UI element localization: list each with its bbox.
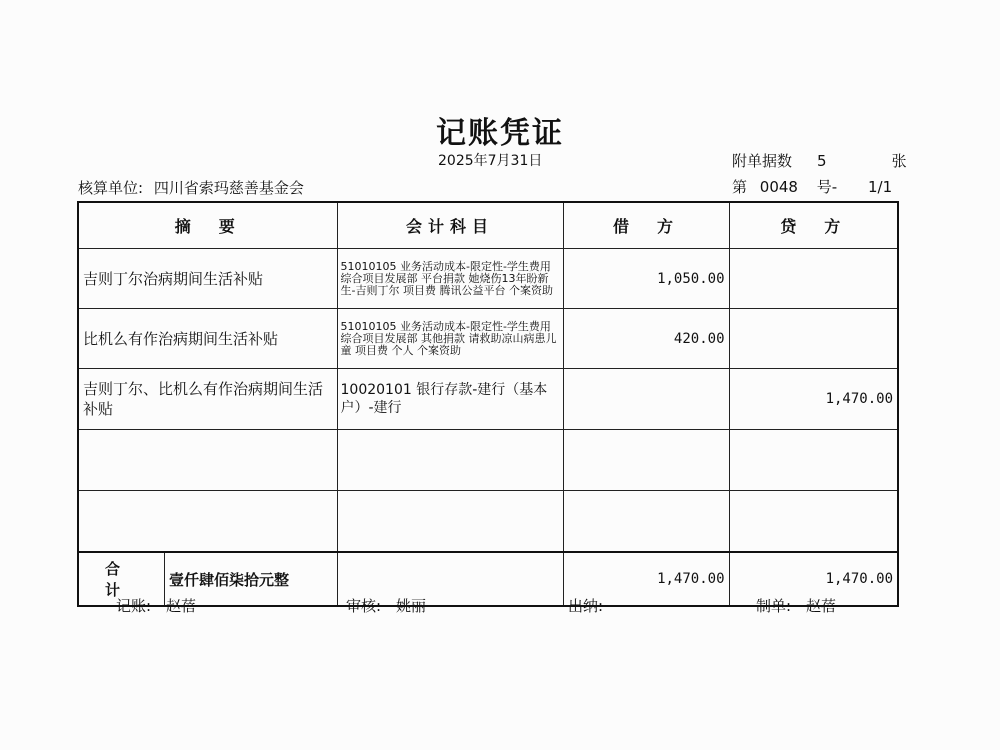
reviewer: 审核: 姚丽 bbox=[346, 597, 427, 615]
row-summary: 比机么有作治病期间生活补贴 bbox=[78, 309, 337, 369]
table-row bbox=[78, 491, 898, 553]
header-debit: 借 方 bbox=[563, 202, 729, 249]
row-subject bbox=[337, 491, 563, 553]
bookkeeper: 记账: 赵蓓 bbox=[116, 597, 197, 615]
table-row bbox=[78, 309, 898, 369]
row-subject: 10020101 银行存款-建行（基本户）-建行 bbox=[337, 369, 563, 430]
row-debit: 1,050.00 bbox=[563, 249, 729, 309]
attachments-info bbox=[732, 150, 907, 171]
row-subject: 51010105 业务活动成本-限定性-学生费用 综合项目发展部 其他捐款 请救助凉山病患儿童 项目费 个人 个案资助 bbox=[337, 309, 563, 369]
total-label: 合 计 bbox=[79, 553, 165, 605]
attachments-count: 5 bbox=[817, 152, 827, 170]
row-summary bbox=[78, 491, 337, 553]
table-row bbox=[78, 430, 898, 491]
voucher-number-suffix: 号- bbox=[816, 178, 838, 196]
row-summary: 吉则丁尔、比机么有作治病期间生活补贴 bbox=[78, 369, 337, 430]
row-subject bbox=[337, 430, 563, 491]
accounting-unit bbox=[78, 177, 304, 198]
attachments-label: 附单据数 bbox=[732, 152, 793, 170]
voucher-date: 2025年7月31日 bbox=[438, 153, 543, 169]
voucher-number-value: 0048 bbox=[759, 178, 798, 196]
header-summary: 摘 要 bbox=[78, 202, 337, 249]
row-debit bbox=[563, 430, 729, 491]
voucher-page: 1/1 bbox=[867, 178, 893, 196]
accounting-unit-name: 四川省索玛慈善基金会 bbox=[153, 179, 304, 197]
row-subject: 51010105 业务活动成本-限定性-学生费用 综合项目发展部 平台捐款 她烧伤13年盼新生-吉则丁尔 项目费 腾讯公益平台 个案资助 bbox=[337, 249, 563, 309]
row-credit bbox=[729, 309, 898, 369]
total-in-words: 壹仟肆佰柒拾元整 bbox=[169, 570, 290, 589]
row-debit: 420.00 bbox=[563, 309, 729, 369]
table-row bbox=[78, 249, 898, 309]
header-credit: 贷 方 bbox=[729, 202, 898, 249]
total-credit: 1,470.00 bbox=[729, 552, 898, 606]
preparer: 制单: 赵蓓 bbox=[756, 597, 837, 615]
row-credit bbox=[729, 430, 898, 491]
accounting-unit-label: 核算单位: bbox=[78, 179, 144, 197]
voucher-title: 记账凭证 bbox=[436, 116, 564, 151]
total-debit: 1,470.00 bbox=[563, 552, 729, 606]
row-debit bbox=[563, 369, 729, 430]
row-summary bbox=[78, 430, 337, 491]
cashier: 出纳: bbox=[568, 597, 604, 615]
attachments-unit: 张 bbox=[891, 152, 907, 170]
row-debit bbox=[563, 491, 729, 553]
row-summary: 吉则丁尔治病期间生活补贴 bbox=[78, 249, 337, 309]
voucher-number-prefix: 第 bbox=[732, 178, 748, 196]
voucher-table bbox=[77, 201, 899, 607]
header-subject: 会计科目 bbox=[337, 202, 563, 249]
row-credit bbox=[729, 249, 898, 309]
row-credit: 1,470.00 bbox=[729, 369, 898, 430]
table-row bbox=[78, 369, 898, 430]
table-header-row bbox=[78, 202, 898, 249]
row-credit bbox=[729, 491, 898, 553]
voucher-number bbox=[732, 176, 892, 197]
